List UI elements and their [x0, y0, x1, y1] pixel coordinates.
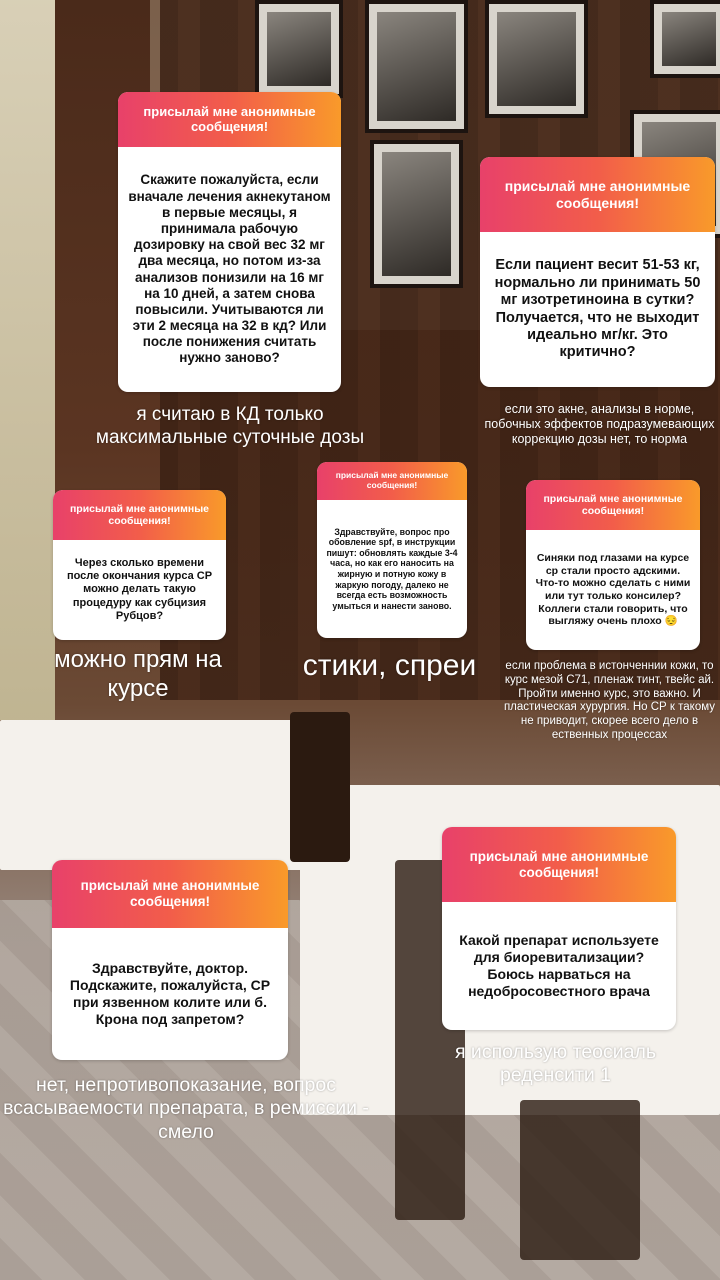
question-card-header: присылай мне анонимные сообщения! — [317, 462, 467, 500]
question-card — [118, 92, 341, 392]
question-card-header: присылай мне анонимные сообщения! — [52, 860, 288, 928]
answer-text: стики, спреи — [302, 649, 477, 682]
question-card-header: присылай мне анонимные сообщения! — [526, 480, 700, 530]
question-text: Через сколько времени после окончания курса СР можно делать такую процедуру как субцизия Рубцов? — [66, 557, 213, 622]
question-text: Какой препарат используете для биоревитализации? Боюсь нарваться на недобросовестного врача — [459, 932, 659, 999]
answer-text: я использую теосиаль реденсити 1 — [454, 1041, 657, 1087]
window — [0, 0, 55, 720]
question-card-header: присылай мне анонимные сообщения! — [118, 92, 341, 147]
question-card-header: присылай мне анонимные сообщения! — [442, 827, 676, 902]
question-text: Здравствуйте, доктор. Подскажите, пожалуйста, СР при язвенном колите или б. Крона под запретом? — [69, 960, 271, 1027]
answer-text: я считаю в КД только максимальные суточные дозы — [95, 404, 365, 448]
question-card — [526, 480, 700, 650]
question-card — [317, 462, 467, 638]
wall-photo-frame — [365, 0, 468, 133]
question-card — [442, 827, 676, 1030]
wall-photo-frame — [255, 0, 343, 98]
answer-text: нет, непротивопоказание, вопрос всасываемости препарата, в ремиссии - смело — [3, 1074, 369, 1143]
question-text: Здравствуйте, вопрос про обовление spf, в инструкции пишут: обновлять каждые 3-4 часа, но как его наносить на жирную и потную кожу в жаркую погоду, далеко не всегда есть возможность умыться и нанести заново. — [326, 526, 458, 611]
question-text: Если пациент весит 51-53 кг, нормально ли принимать 50 мг изотретиноина в сутки? Получается, что не выходит идеально мг/кг. Это критично? — [494, 257, 701, 361]
question-card — [480, 157, 715, 387]
wall-photo-frame — [650, 0, 720, 78]
chair — [290, 712, 350, 862]
answer-text: если это акне, анализы в норме, побочных эффектов подразумевающих коррекцию дозы нет, то норма — [484, 402, 715, 446]
question-text: Скажите пожалуйста, если вначале лечения акнекутаном в первые месяцы, я принимала рабочую дозировку на свой вес 32 мг два месяца, но потом из-за анализов понизили на 16 мг на 10 дней, а затем снова повысили. Учитываются ли эти 2 месяца на 32 в кд? Или после понижения считать нужно заново? — [128, 172, 331, 366]
wall-photo-frame — [370, 140, 463, 288]
question-card-header: присылай мне анонимные сообщения! — [480, 157, 715, 232]
answer-text: если проблема в истонченнии кожи, то курс мезой С71, пленаж тинт, твейс ай. Пройти именно курс, это важно. И пластическая хурургия. Но СР к такому не приводит, скорее всего дело в ественных процессах — [503, 660, 716, 741]
question-card — [53, 490, 226, 640]
question-card — [52, 860, 288, 1060]
wall-photo-frame — [485, 0, 588, 118]
answer-text: можно прям на курсе — [54, 646, 222, 702]
question-card-header: присылай мне анонимные сообщения! — [53, 490, 226, 540]
question-text: Синяки под глазами на курсе ср стали просто адскими. Что-то можно сделать с ними или тут только консилер? Коллеги стали говорить, что выгляжу очень плохо 😔 — [535, 552, 691, 628]
chair — [520, 1100, 640, 1260]
